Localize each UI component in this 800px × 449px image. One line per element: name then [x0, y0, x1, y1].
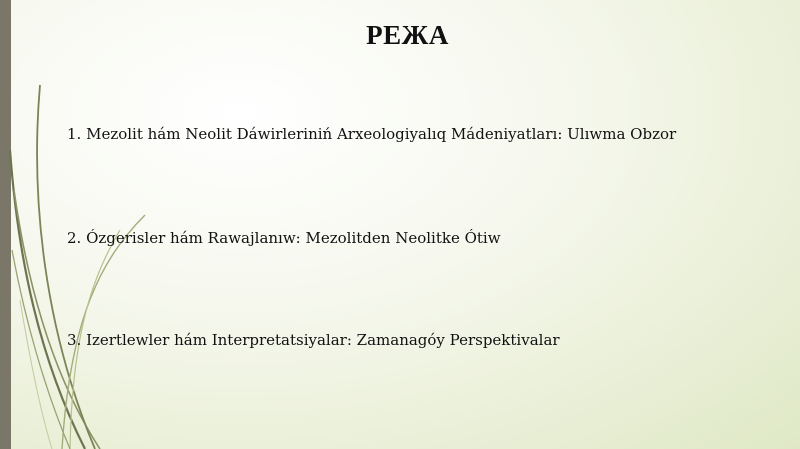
slide-title: РЕЖА	[366, 20, 449, 50]
list-item: 3. Izertlewler hám Interpretatsiyalar: Zamanagóy Perspektivalar	[67, 331, 560, 349]
list-item: 1. Mezolit hám Neolit Dáwirleriniń Arxeologiyalıq Mádeniyatları: Ulıwma Obzor	[67, 125, 677, 143]
grass-decoration	[0, 0, 160, 449]
list-item: 2. Ózgerisler hám Rawajlanıw: Mezolitden Neolitke Ótiw	[67, 229, 501, 247]
